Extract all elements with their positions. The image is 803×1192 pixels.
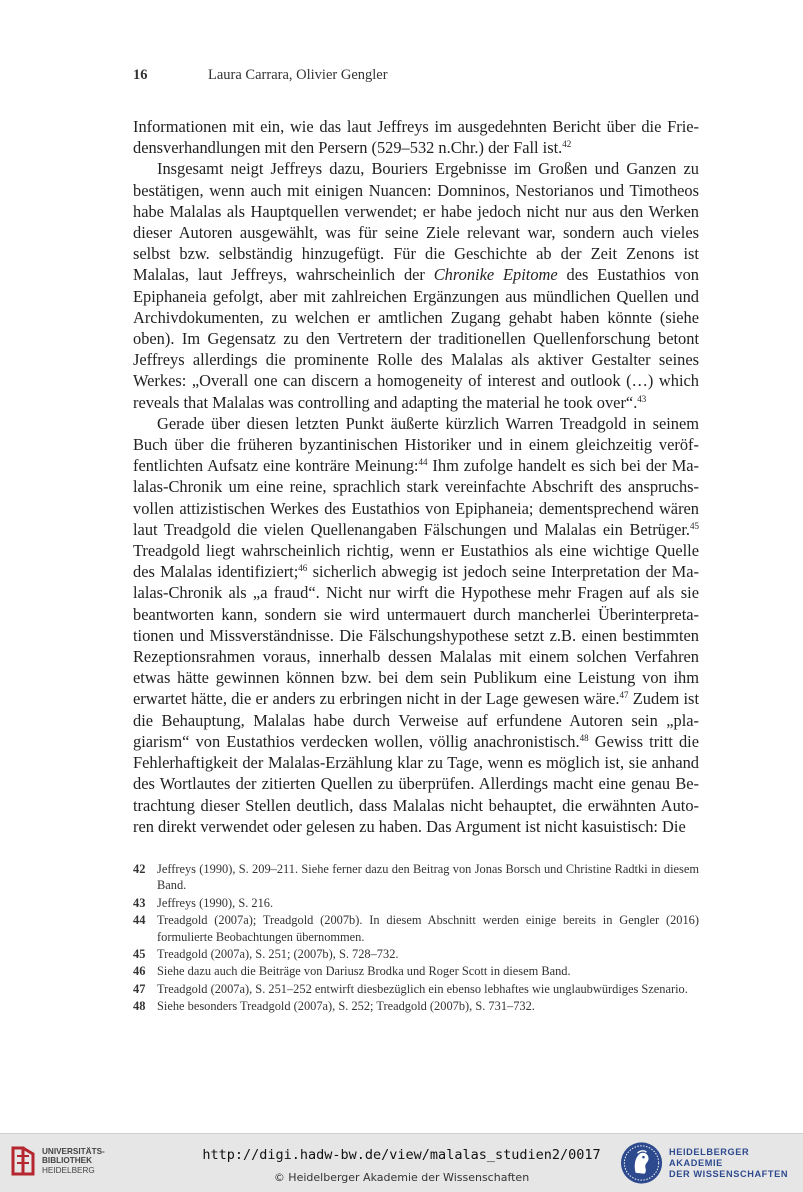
footnote-ref-46[interactable]: 46 — [298, 563, 308, 574]
footnote-47: 47 Treadgold (2007a), S. 251–252 entwirft diesbezüglich ein ebenso lebhaftes wie unglaubwürdiges Szenario. — [133, 981, 688, 996]
hadw-seal-icon — [619, 1140, 664, 1186]
permalink-url[interactable]: http://digi.hadw-bw.de/view/malalas_studien2/0017 — [202, 1147, 601, 1163]
viewer-footer — [0, 1133, 803, 1192]
running-head — [133, 67, 388, 84]
paragraph-1: Informationen mit ein, wie das laut Jeffreys im ausgedehnten Bericht über die Friedensverhandlungen mit den Persern (529–532 n.Chr.) der Fall ist.$^{42}$ — [133, 117, 699, 158]
footnote-ref-43[interactable]: 43 — [637, 393, 647, 404]
footnote-ref-48[interactable]: 48 — [579, 732, 589, 743]
footnote-ref-47[interactable]: 47 — [619, 690, 629, 701]
paragraph-2: Insgesamt neigt Jeffreys dazu, Bouriers Ergebnisse im Großen und Ganzen zu bestätigen, wenn auch mit einigen Nuancen: Domninos, Nestorianos und Timotheos habe Malalas als Hauptquellen verwendet; er habe jedoch nicht nur aus den Werken dieser Autoren ausgewählt, was für seine Ziele relevant war, sondern auch vieles selbst bzw. selbständig hinzugefügt. Für die Geschichte ab der Zeit Zenons ist Malalas, laut Jeffreys, wahrscheinlich der Chronike Epitome des Eustathios von Epiphaneia gefolgt, aber mit zahlreichen Ergänzungen aus mündlichen Quellen und Archivdokumenten, zu welchen er amtlichen Zugang gehabt haben könnte (siehe oben). Im Gegensatz zu den Vertretern der traditionellen Quellenforschung betont Jeffreys allerdings die prominente Rolle des Malalas als aktiver Gestalter seines Werkes: „Overall one can discern a homogeneity of interest and outlook (…) which reveals that Malalas was controlling and adapting the material he took over“.$^{43}$ — [133, 159, 699, 412]
footnote-43: 43 Jeffreys (1990), S. 216. — [133, 895, 274, 910]
footnote-46: 46 Siehe dazu auch die Beiträge von Dariusz Brodka und Roger Scott in diesem Band. — [133, 964, 571, 979]
footnotes — [133, 861, 699, 1016]
italic-title: Chronike Epitome — [433, 265, 558, 285]
page-number: 16 — [133, 67, 148, 83]
hadw-logo[interactable] — [619, 1140, 803, 1186]
running-head-authors: Laura Carrara, Olivier Gengler — [208, 67, 388, 83]
ub-logo-text: UNIVERSITÄTS- BIBLIOTHEK HEIDELBERG — [42, 1146, 105, 1175]
footnote-ref-45[interactable]: 45 — [690, 520, 699, 531]
body-text — [133, 116, 699, 837]
copyright-notice: © Heidelberger Akademie der Wissenschaften — [273, 1171, 530, 1184]
footnote-42: 42 Jeffreys (1990), S. 209–211. Siehe ferner dazu den Beitrag von Jonas Borsch und Christine Radtki in diesem Band. — [133, 862, 699, 893]
footnote-48: 48 Siehe besonders Treadgold (2007a), S. 252; Treadgold (2007b), S. 731–732. — [133, 999, 535, 1014]
footnote-45: 45 Treadgold (2007a), S. 251; (2007b), S. 728–732. — [133, 947, 399, 962]
hadw-logo-text: HEIDELBERGER AKADEMIE DER WISSENSCHAFTEN — [669, 1146, 789, 1179]
footnote-ref-42[interactable]: 42 — [562, 139, 572, 150]
footnote-ref-44[interactable]: 44 — [418, 457, 428, 468]
footnote-44: 44 Treadgold (2007a); Treadgold (2007b). In diesem Abschnitt werden einige bereits in Gengler (2016) formulierte Beobachtungen übernommen. — [133, 913, 699, 944]
paragraph-3: Gerade über diesen letzten Punkt äußerte kürzlich Warren Treadgold in seinem Buch über die früheren byzantinischen Historiker und in einem gleichzeitig veröffentlichten Aufsatz eine konträre Meinung:$^{44}$ Ihm zufolge handelt es sich bei der Malalas-Chronik um eine reine, sprachlich stark vereinfachte Abschrift des anspruchsvollen attizistischen Werkes des Eustathios von Epiphaneia; dementsprechend wären laut Treadgold die vielen Quellenangaben Fälschungen und Malalas ein Betrüger.$^{45}$ Treadgold liegt wahrscheinlich richtig, wenn er Eustathios als eine wichtige Quelle des Malalas identifiziert;$^{46}$ sicherlich abwegig ist jedoch seine Interpretation der Malalas-Chronik als „a fraud“. Nicht nur wirft die Hypothese mehr Fragen auf als sie beantworten kann, sondern sie wird untermauert durch mancherlei Überinterpretationen und Missverständnisse. Die Fälschungshypothese setzt z.B. einen bestimmten Rezeptionsrahmen voraus, innerhalb dessen Malalas mit einem solchen Verfahren etwas hätte gewinnen können bzw. bei dem sein Publikum eine Leistung von ihm erwartet hätte, die er anders zu erbringen nicht in der Lage gewesen wäre.$^{47}$ Zudem ist die Behauptung, Malalas habe durch Verweise auf erfundene Autoren sein „plagiarism“ von Eustathios verdecken wollen, völlig anachronistisch.$^{48}$ Gewiss tritt die Fehlerhaftigkeit der Malalas-Erzählung klar zu Tage, wenn es möglich ist, sie anhand des Wortlautes der zitierten Quellen zu überprüfen. Allerdings macht eine genau Betrachtung dieser Stellen deutlich, dass Malalas nicht behauptet, die erwähnten Autoren direkt verwendet oder gelesen zu haben. Das Argument ist nicht kasuistisch: Die — [133, 413, 700, 836]
